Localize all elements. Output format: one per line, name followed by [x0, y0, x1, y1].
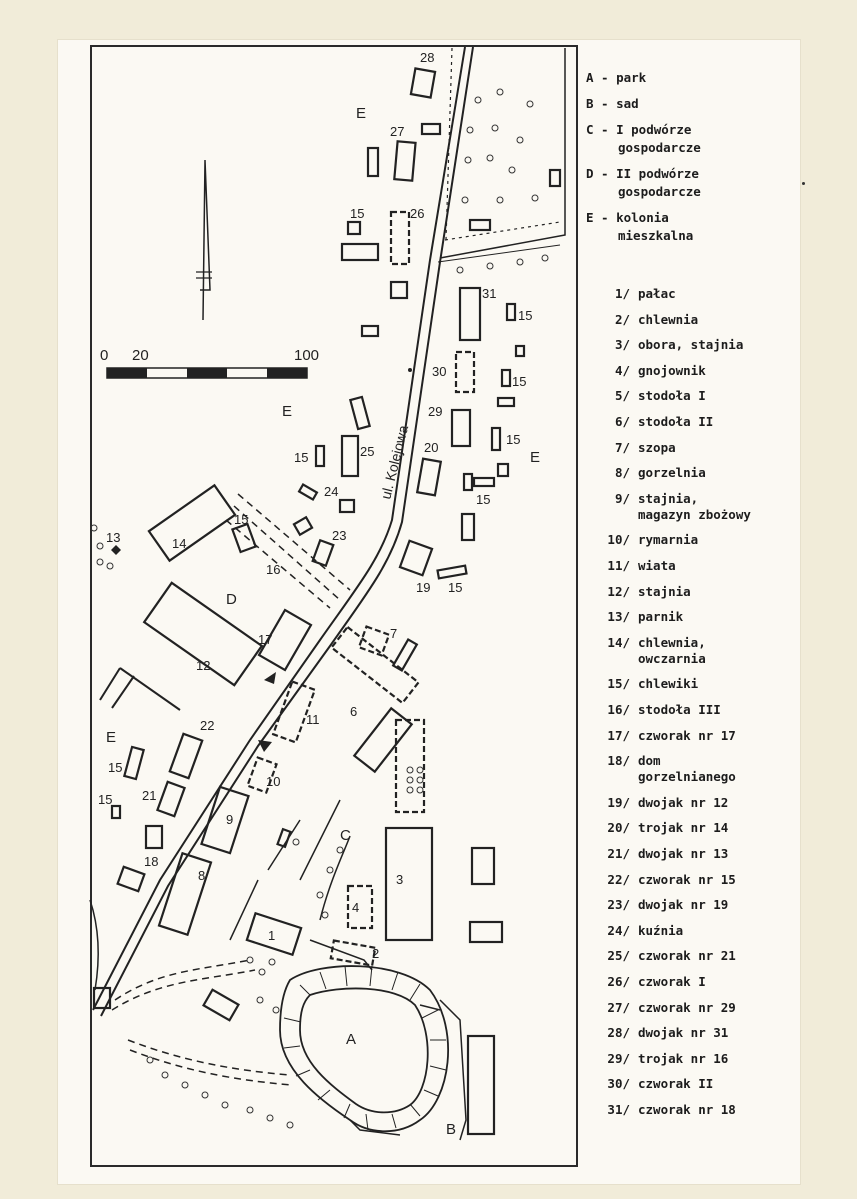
legend-item-e: E - kolonia: [586, 210, 669, 225]
legend-building-text: czworak II: [638, 1076, 714, 1092]
label-e-north: E: [356, 105, 367, 122]
legend-building-text: trojak nr 16: [638, 1050, 729, 1066]
label-7: 7: [390, 626, 398, 641]
label-b: B: [446, 1121, 457, 1138]
legend-building-13: [596, 609, 683, 624]
legend-building-text: czworak nr 15: [638, 871, 736, 887]
legend-building-text: chlewiki: [638, 676, 699, 692]
legend-building-number: 19/: [607, 794, 630, 810]
legend-building-text-line2: owczarnia: [638, 650, 706, 666]
legend-building-27: [596, 1000, 736, 1015]
legend-building-number: 12/: [607, 583, 630, 599]
legend-building-number: 8/: [614, 465, 630, 481]
label-16: 16: [266, 562, 281, 577]
legend-building-text: stodoła III: [638, 702, 721, 717]
legend-building-number: 2/: [614, 311, 630, 327]
legend-building-text: dwojak nr 12: [638, 794, 729, 810]
legend-building-8: [596, 465, 706, 480]
legend-building-text: trojak nr 14: [638, 820, 729, 836]
label-15f: 15: [294, 450, 309, 465]
legend-building-text: czworak nr 18: [638, 1102, 736, 1117]
street-label: ul. Kolejowa: [377, 423, 412, 501]
legend-building-number: 16/: [607, 702, 630, 717]
legend-building-7: [596, 440, 676, 455]
legend-building-9: [596, 491, 698, 506]
legend-building-number: 5/: [614, 388, 630, 404]
legend-building-number: 1/: [614, 286, 630, 301]
legend-building-26: [596, 974, 706, 989]
legend-building-number: 10/: [607, 532, 630, 548]
legend-item-e-line2: mieszkalna: [618, 228, 694, 243]
legend-item-d-line2: gospodarcze: [618, 184, 701, 199]
label-28: 28: [420, 50, 435, 65]
legend-item-d: D - II podwórze: [586, 166, 699, 181]
legend-building-21: [596, 846, 728, 861]
label-15h: 15: [448, 580, 463, 595]
legend-building-text: wiata: [638, 558, 676, 573]
legend-item-c: C - I podwórze: [586, 122, 692, 137]
label-9: 9: [226, 812, 234, 827]
legend-building-number: 14/: [607, 634, 630, 650]
scale-label-20: 20: [132, 347, 149, 364]
legend-item-a: A - park: [586, 70, 647, 85]
legend-building-text: parnik: [638, 609, 684, 625]
label-15c: 15: [512, 374, 527, 389]
legend-building-20: [596, 820, 728, 835]
legend-building-24: [596, 923, 683, 938]
legend-building-29: [596, 1051, 728, 1066]
legend-building-6: [596, 414, 713, 429]
legend-item-c-line2: gospodarcze: [618, 140, 701, 155]
label-11: 11: [306, 712, 320, 727]
legend-building-text: stajnia: [638, 583, 691, 599]
legend-building-text: pałac: [638, 286, 676, 301]
legend-building-10: [596, 532, 698, 547]
legend-building-text: czworak nr 21: [638, 948, 736, 964]
legend-building-number: 9/: [614, 490, 630, 506]
legend-building-text: chlewnia: [638, 311, 699, 327]
label-1: 1: [268, 928, 276, 943]
legend-building-number: 29/: [607, 1050, 630, 1066]
label-30: 30: [432, 364, 447, 379]
legend-building-text: gnojownik: [638, 362, 706, 378]
label-15d: 15: [506, 432, 521, 447]
legend-building-number: 20/: [607, 820, 630, 836]
label-18: 18: [144, 854, 159, 869]
legend-building-text-line2: magazyn zbożowy: [638, 506, 751, 522]
legend-building-text: stodoła II: [638, 414, 714, 429]
legend-building-text: gorzelnia: [638, 465, 706, 481]
label-e-east: E: [530, 449, 541, 466]
legend-building-number: 31/: [607, 1102, 630, 1117]
label-13: 13: [106, 530, 121, 545]
legend-building-17: [596, 728, 736, 743]
legend-building-number: 18/: [607, 753, 630, 769]
label-e-mid: E: [282, 403, 293, 420]
legend-building-23: [596, 897, 728, 912]
label-e-west: E: [106, 729, 117, 746]
legend-building-31: [596, 1102, 736, 1117]
label-15g: 15: [234, 512, 249, 527]
label-15e: 15: [476, 492, 491, 507]
legend-building-text: dom: [638, 753, 661, 769]
legend-building-number: 4/: [614, 362, 630, 378]
scale-label-0: 0: [100, 347, 109, 364]
legend-building-15: [596, 676, 698, 691]
legend-building-text: stodoła I: [638, 388, 706, 404]
label-23: 23: [332, 528, 347, 543]
legend-building-number: 23/: [607, 897, 630, 913]
legend-building-number: 3/: [614, 337, 630, 353]
legend-building-text: dwojak nr 19: [638, 897, 729, 913]
label-a: A: [346, 1031, 357, 1048]
legend-building-number: 25/: [607, 948, 630, 964]
legend-building-12: [596, 584, 691, 599]
legend-building-22: [596, 872, 736, 887]
label-d: D: [226, 591, 237, 608]
label-27: 27: [390, 124, 405, 139]
legend-building-number: 17/: [607, 727, 630, 743]
label-6: 6: [350, 704, 358, 719]
label-3: 3: [396, 872, 404, 887]
label-4: 4: [352, 900, 360, 915]
label-15j: 15: [98, 792, 113, 807]
north-arrow: [200, 160, 210, 320]
legend-building-text: szopa: [638, 439, 676, 455]
legend-building-4: [596, 363, 706, 378]
legend-building-14: [596, 635, 706, 650]
scale-label-100: 100: [294, 347, 320, 364]
label-19: 19: [416, 580, 431, 595]
label-17: 17: [258, 632, 273, 647]
label-21: 21: [142, 788, 157, 803]
legend-building-text-line2: gorzelnianego: [638, 769, 736, 785]
legend-building-28: [596, 1025, 728, 1040]
legend-building-25: [596, 948, 736, 963]
legend-building-1: [596, 286, 676, 301]
legend-building-11: [596, 558, 676, 573]
legend-building-2: [596, 312, 698, 327]
legend-building-text: chlewnia,: [638, 634, 706, 650]
legend-building-number: 21/: [607, 846, 630, 861]
legend-item-b: B - sad: [586, 96, 639, 111]
legend-building-text: dwojak nr 31: [638, 1025, 729, 1041]
legend-building-text: obora, stajnia: [638, 337, 744, 353]
legend-building-5: [596, 388, 706, 403]
label-12: 12: [196, 658, 211, 673]
legend-building-text: czworak nr 17: [638, 727, 736, 743]
legend-building-number: 24/: [607, 922, 630, 938]
legend-building-16: [596, 702, 721, 717]
label-31: 31: [482, 286, 497, 301]
label-14: 14: [172, 536, 187, 551]
legend-building-text: stajnia,: [638, 490, 699, 506]
label-29: 29: [428, 404, 443, 419]
legend-building-number: 22/: [607, 871, 630, 887]
label-15a: 15: [350, 206, 365, 221]
label-25: 25: [360, 444, 375, 459]
legend-building-number: 13/: [607, 609, 630, 625]
legend-building-number: 7/: [614, 439, 630, 455]
legend-building-text: dwojak nr 13: [638, 846, 729, 861]
legend-building-text: czworak nr 29: [638, 999, 736, 1015]
label-24: 24: [324, 484, 339, 499]
legend-building-number: 26/: [607, 974, 630, 989]
label-26: 26: [410, 206, 425, 221]
legend-building-3: [596, 337, 743, 352]
legend-building-number: 27/: [607, 999, 630, 1015]
label-c: C: [340, 827, 351, 844]
legend-building-number: 28/: [607, 1025, 630, 1041]
legend-building-30: [596, 1076, 713, 1091]
legend-building-number: 6/: [614, 414, 630, 429]
legend-building-18: [596, 753, 661, 768]
legend-building-text: kuźnia: [638, 922, 684, 938]
legend-building-text: czworak I: [638, 974, 706, 989]
label-22: 22: [200, 718, 215, 733]
label-10: 10: [266, 774, 281, 789]
label-15b: 15: [518, 308, 533, 323]
legend-building-number: 15/: [607, 676, 630, 692]
label-2: 2: [372, 946, 380, 961]
label-8: 8: [198, 868, 206, 883]
legend-building-number: 11/: [607, 558, 630, 573]
legend-building-19: [596, 795, 728, 810]
label-20: 20: [424, 440, 439, 455]
legend-building-text: rymarnia: [638, 532, 699, 548]
legend-building-number: 30/: [607, 1076, 630, 1092]
label-15i: 15: [108, 760, 123, 775]
